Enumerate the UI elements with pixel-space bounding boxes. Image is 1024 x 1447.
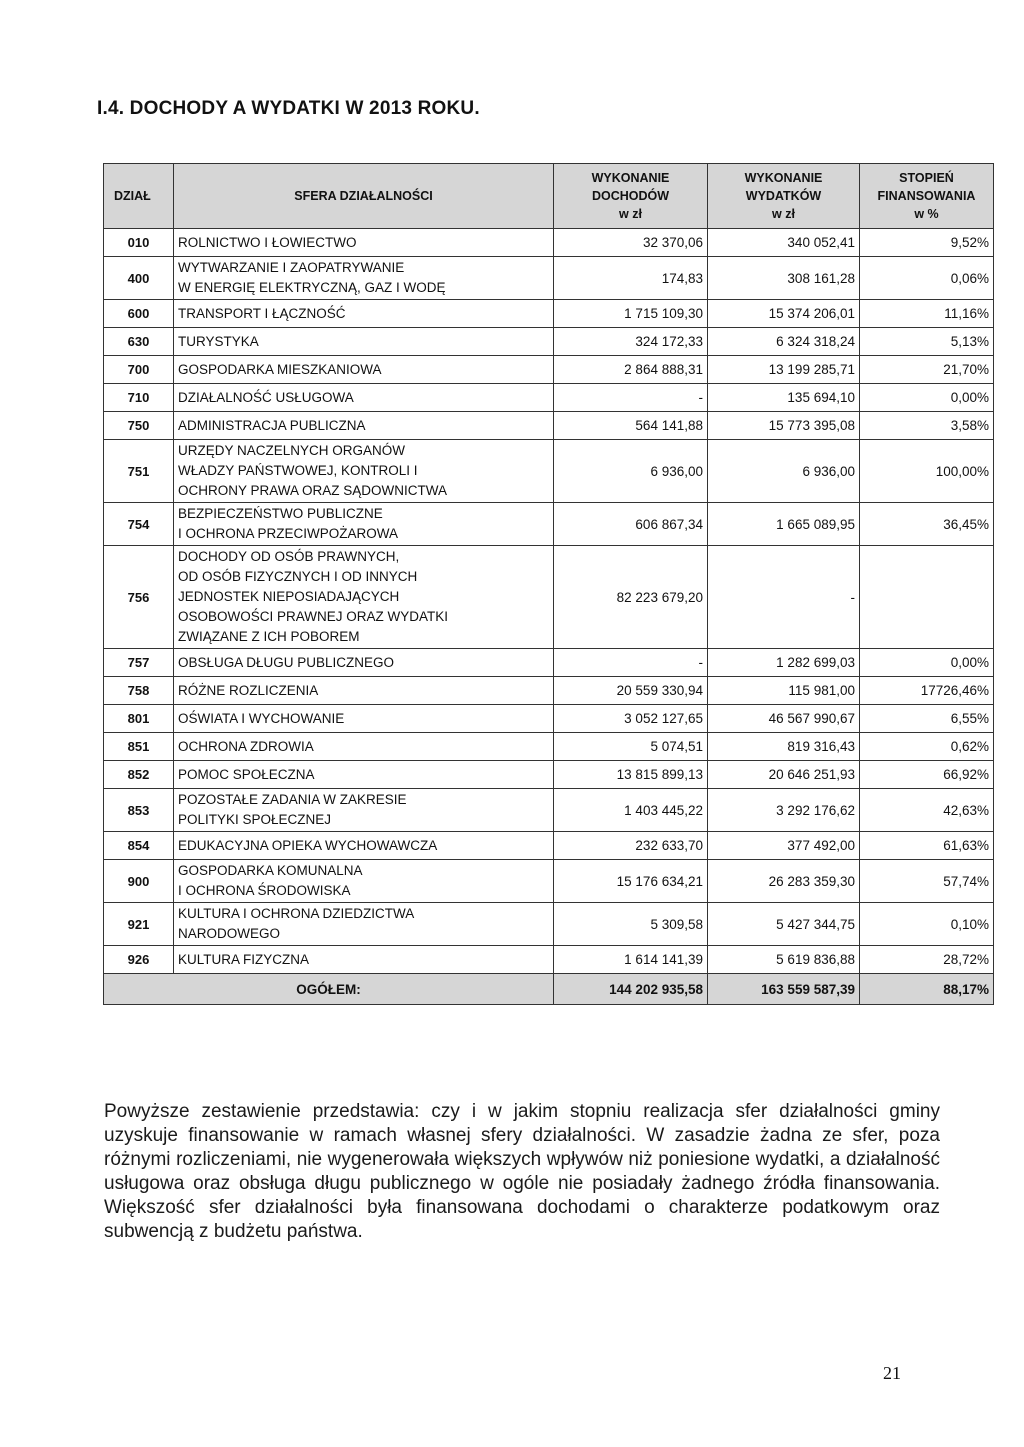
row-wydatki: 5 619 836,88: [708, 946, 860, 974]
row-wydatki: 15 773 395,08: [708, 412, 860, 440]
row-dochody: 5 074,51: [554, 733, 708, 761]
row-stopien: 57,74%: [860, 860, 994, 903]
table-row: [104, 300, 994, 328]
row-dochody: 32 370,06: [554, 229, 708, 257]
row-name: TURYSTYKA: [174, 328, 554, 356]
row-dochody: 13 815 899,13: [554, 761, 708, 789]
row-code: 400: [104, 257, 174, 300]
table-row: [104, 705, 994, 733]
row-code: 801: [104, 705, 174, 733]
row-name: TRANSPORT I ŁĄCZNOŚĆ: [174, 300, 554, 328]
table-row: [104, 229, 994, 257]
row-wydatki: 13 199 285,71: [708, 356, 860, 384]
row-name: OBSŁUGA DŁUGU PUBLICZNEGO: [174, 649, 554, 677]
row-dochody: -: [554, 649, 708, 677]
row-name: KULTURA I OCHRONA DZIEDZICTWA NARODOWEGO: [174, 903, 554, 946]
header-wydatki: [708, 164, 860, 229]
row-name: POMOC SPOŁECZNA: [174, 761, 554, 789]
row-stopien: 3,58%: [860, 412, 994, 440]
row-name: DOCHODY OD OSÓB PRAWNYCH, OD OSÓB FIZYCZNYCH I OD INNYCH JEDNOSTEK NIEPOSIADAJĄCYCH OSOBOWOŚCI PRAWNEJ ORAZ WYDATKI ZWIĄZANE Z ICH POBOREM: [174, 546, 554, 649]
table-row: [104, 832, 994, 860]
row-name: RÓŻNE ROZLICZENIA: [174, 677, 554, 705]
row-stopien: 0,00%: [860, 384, 994, 412]
row-code: 010: [104, 229, 174, 257]
table-header: [104, 164, 994, 229]
income-expense-table: [103, 163, 994, 1005]
row-name: OCHRONA ZDROWIA: [174, 733, 554, 761]
total-wydatki: 163 559 587,39: [708, 974, 860, 1005]
row-wydatki: 377 492,00: [708, 832, 860, 860]
header-dochody-line2: DOCHODÓW: [591, 189, 670, 203]
row-name: GOSPODARKA MIESZKANIOWA: [174, 356, 554, 384]
row-dochody: 1 403 445,22: [554, 789, 708, 832]
row-stopien: 0,10%: [860, 903, 994, 946]
table-footer: [104, 974, 994, 1005]
row-name: GOSPODARKA KOMUNALNA I OCHRONA ŚRODOWISKA: [174, 860, 554, 903]
row-wydatki: 20 646 251,93: [708, 761, 860, 789]
row-name: OŚWIATA I WYCHOWANIE: [174, 705, 554, 733]
table-row: [104, 860, 994, 903]
section-heading: I.4. DOCHODY A WYDATKI W 2013 ROKU.: [97, 98, 480, 119]
table-row: [104, 789, 994, 832]
row-code: 751: [104, 440, 174, 503]
row-stopien: 0,06%: [860, 257, 994, 300]
row-code: 710: [104, 384, 174, 412]
row-dochody: -: [554, 384, 708, 412]
income-expense-table-wrapper: [103, 163, 989, 1005]
header-stopien-line2: FINANSOWANIA: [877, 189, 976, 203]
row-stopien: 42,63%: [860, 789, 994, 832]
row-wydatki: 819 316,43: [708, 733, 860, 761]
row-code: 926: [104, 946, 174, 974]
row-code: 853: [104, 789, 174, 832]
row-code: 851: [104, 733, 174, 761]
row-wydatki: 1 665 089,95: [708, 503, 860, 546]
row-stopien: 61,63%: [860, 832, 994, 860]
row-dochody: 1 614 141,39: [554, 946, 708, 974]
table-row: [104, 503, 994, 546]
row-name: DZIAŁALNOŚĆ USŁUGOWA: [174, 384, 554, 412]
row-wydatki: 340 052,41: [708, 229, 860, 257]
row-code: 900: [104, 860, 174, 903]
header-stopien-unit: w %: [914, 207, 939, 221]
header-sfera: SFERA DZIAŁALNOŚCI: [174, 164, 554, 229]
row-dochody: 324 172,33: [554, 328, 708, 356]
row-wydatki: 135 694,10: [708, 384, 860, 412]
table-row: [104, 440, 994, 503]
table-row: [104, 412, 994, 440]
row-name: ADMINISTRACJA PUBLICZNA: [174, 412, 554, 440]
table-row: [104, 328, 994, 356]
row-wydatki: 5 427 344,75: [708, 903, 860, 946]
row-wydatki: 6 324 318,24: [708, 328, 860, 356]
row-code: 852: [104, 761, 174, 789]
header-wydatki-line1: WYKONANIE: [744, 171, 823, 185]
table-row: [104, 649, 994, 677]
row-dochody: 174,83: [554, 257, 708, 300]
table-row: [104, 356, 994, 384]
table-row: [104, 903, 994, 946]
page-number: 21: [883, 1363, 901, 1383]
row-stopien: 28,72%: [860, 946, 994, 974]
row-name: POZOSTAŁE ZADANIA W ZAKRESIE POLITYKI SPOŁECZNEJ: [174, 789, 554, 832]
header-wydatki-line2: WYDATKÓW: [745, 189, 822, 203]
row-wydatki: 308 161,28: [708, 257, 860, 300]
row-stopien: 5,13%: [860, 328, 994, 356]
row-code: 756: [104, 546, 174, 649]
row-stopien: 6,55%: [860, 705, 994, 733]
table-row: [104, 677, 994, 705]
row-code: 700: [104, 356, 174, 384]
row-code: 854: [104, 832, 174, 860]
row-dochody: 6 936,00: [554, 440, 708, 503]
total-row: [104, 974, 994, 1005]
row-stopien: 100,00%: [860, 440, 994, 503]
row-dochody: 5 309,58: [554, 903, 708, 946]
table-row: [104, 384, 994, 412]
header-wydatki-unit: w zł: [772, 207, 795, 221]
row-code: 758: [104, 677, 174, 705]
row-dochody: 3 052 127,65: [554, 705, 708, 733]
total-dochody: 144 202 935,58: [554, 974, 708, 1005]
header-dochody-line1: WYKONANIE: [591, 171, 670, 185]
summary-paragraph: Powyższe zestawienie przedstawia: czy i w jakim stopniu realizacja sfer działalności gminy uzyskuje finansowanie w ramach własnej sfery działalności. W zasadzie żadna ze sfer, poza różnymi rozliczeniami, nie wygenerowała większych wpływów niż poniesione wydatki, a działalność usługowa oraz obsługa długu publicznego w ogóle nie posiadały żadnego źródła finansowania. Większość sfer działalności była finansowana dochodami o charakterze podatkowym oraz subwencją z budżetu państwa.: [104, 1101, 940, 1242]
total-label: OGÓŁEM:: [104, 974, 554, 1005]
row-wydatki: -: [708, 546, 860, 649]
row-dochody: 606 867,34: [554, 503, 708, 546]
row-wydatki: 3 292 176,62: [708, 789, 860, 832]
row-stopien: 17726,46%: [860, 677, 994, 705]
row-name: WYTWARZANIE I ZAOPATRYWANIE W ENERGIĘ ELEKTRYCZNĄ, GAZ I WODĘ: [174, 257, 554, 300]
row-wydatki: 6 936,00: [708, 440, 860, 503]
row-wydatki: 1 282 699,03: [708, 649, 860, 677]
row-dochody: 1 715 109,30: [554, 300, 708, 328]
table-row: [104, 546, 994, 649]
row-name: URZĘDY NACZELNYCH ORGANÓW WŁADZY PAŃSTWOWEJ, KONTROLI I OCHRONY PRAWA ORAZ SĄDOWNICTWA: [174, 440, 554, 503]
row-name: EDUKACYJNA OPIEKA WYCHOWAWCZA: [174, 832, 554, 860]
row-stopien: 21,70%: [860, 356, 994, 384]
table-row: [104, 733, 994, 761]
row-code: 757: [104, 649, 174, 677]
row-stopien: 9,52%: [860, 229, 994, 257]
row-stopien: 11,16%: [860, 300, 994, 328]
row-name: ROLNICTWO I ŁOWIECTWO: [174, 229, 554, 257]
row-dochody: 20 559 330,94: [554, 677, 708, 705]
row-stopien: 0,62%: [860, 733, 994, 761]
row-name: BEZPIECZEŃSTWO PUBLICZNE I OCHRONA PRZECIWPOŻAROWA: [174, 503, 554, 546]
header-stopien: [860, 164, 994, 229]
table-row: [104, 946, 994, 974]
header-dochody: [554, 164, 708, 229]
table-row: [104, 761, 994, 789]
row-dochody: 15 176 634,21: [554, 860, 708, 903]
row-stopien: [860, 546, 994, 649]
row-code: 750: [104, 412, 174, 440]
row-dochody: 82 223 679,20: [554, 546, 708, 649]
row-stopien: 66,92%: [860, 761, 994, 789]
header-dzial: DZIAŁ: [104, 164, 174, 229]
row-wydatki: 15 374 206,01: [708, 300, 860, 328]
total-stopien: 88,17%: [860, 974, 994, 1005]
row-stopien: 36,45%: [860, 503, 994, 546]
header-dochody-unit: w zł: [619, 207, 642, 221]
table-row: [104, 257, 994, 300]
row-code: 630: [104, 328, 174, 356]
row-wydatki: 115 981,00: [708, 677, 860, 705]
row-code: 921: [104, 903, 174, 946]
row-code: 600: [104, 300, 174, 328]
row-wydatki: 46 567 990,67: [708, 705, 860, 733]
row-dochody: 232 633,70: [554, 832, 708, 860]
row-code: 754: [104, 503, 174, 546]
row-dochody: 564 141,88: [554, 412, 708, 440]
row-dochody: 2 864 888,31: [554, 356, 708, 384]
row-wydatki: 26 283 359,30: [708, 860, 860, 903]
table-body: [104, 229, 994, 974]
header-stopien-line1: STOPIEŃ: [899, 171, 954, 185]
row-name: KULTURA FIZYCZNA: [174, 946, 554, 974]
row-stopien: 0,00%: [860, 649, 994, 677]
